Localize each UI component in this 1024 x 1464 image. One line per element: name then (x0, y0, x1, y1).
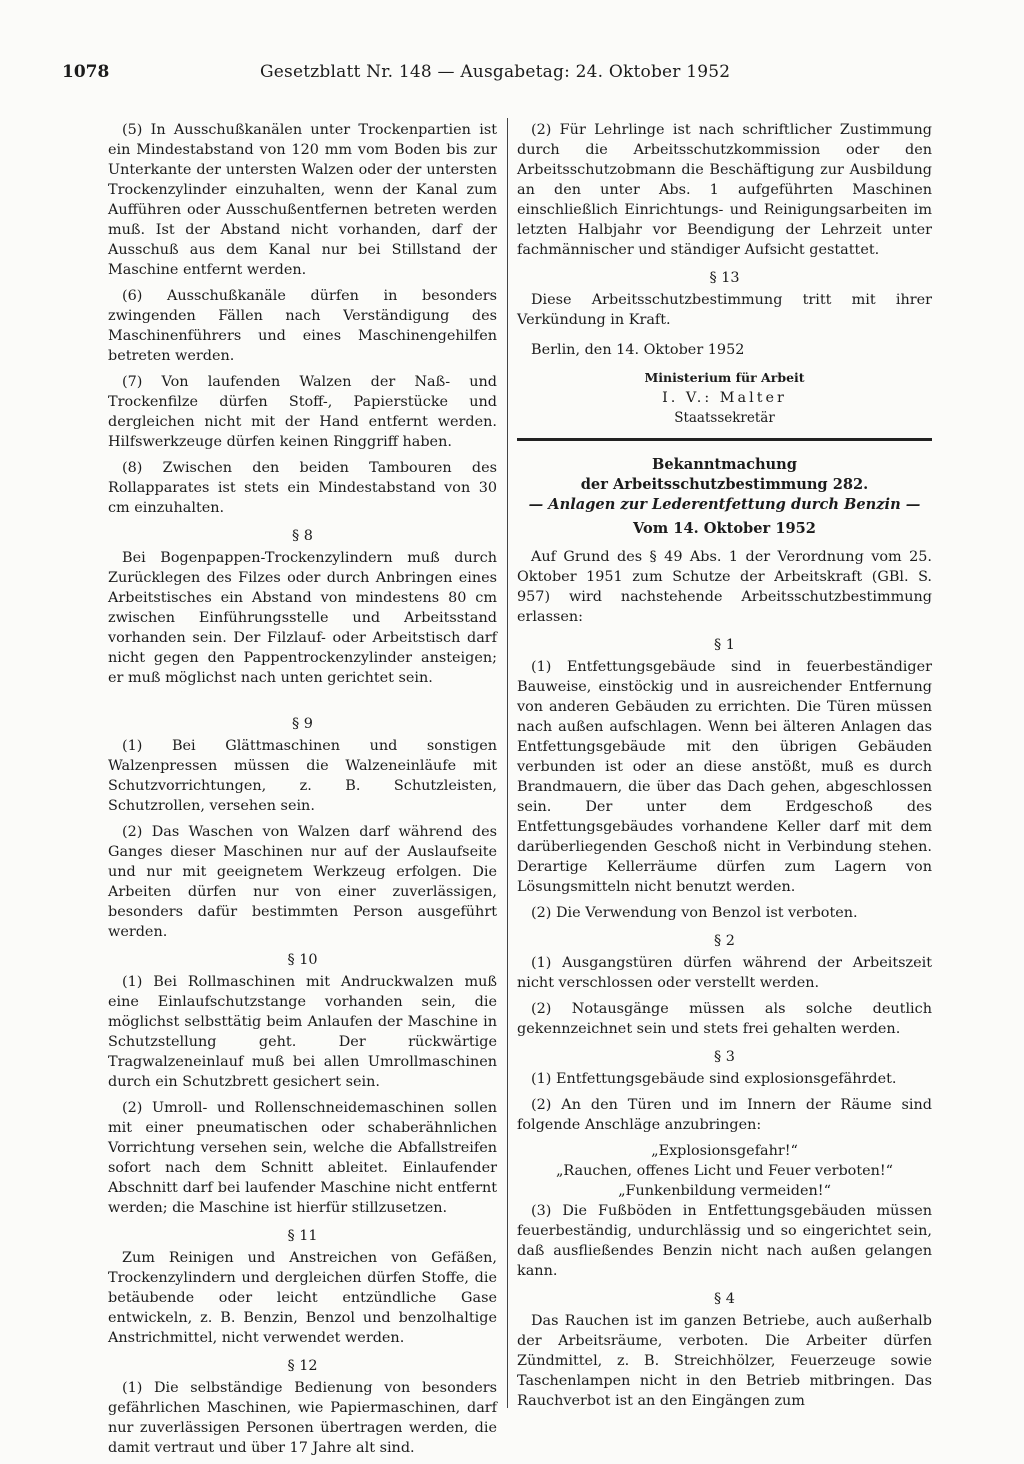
signer-name: I. V.: Malter (662, 390, 787, 406)
column-divider (507, 118, 508, 1408)
paragraph-8: (8) Zwischen den beiden Tambouren des Rollapparates ist stets ein Mindestabstand von 30 cm einzuhalten. (108, 460, 497, 516)
section-10-para-2: (2) Umroll- und Rollenschneidemaschinen sollen mit einer pneumatischen oder schaberähnlichen Vorrichtung versehen sein, welche die Abfallstreifen sofort nach dem Schnitt ableitet. Einlaufender Abschnitt darf bei laufender Maschine nicht entfernt werden; die Maschine ist hierfür stillzusetzen. (108, 1100, 497, 1216)
section-1-para-1: (1) Entfettungsgebäude sind in feuerbeständiger Bauweise, einstöckig und in ausreichender Entfernung von anderen Gebäuden zu errichten. Die Türen müssen nach außen aufschlagen. Wenn bei älteren Anlagen das Entfettungsgebäude mit den übrigen Gebäuden verbunden ist oder an diese anstößt, muß es durch Brandmauern, die über das Dach gehen, abgeschlossen sein. Der unter dem Erdgeschoß des Entfettungsgebäudes vorhandene Keller darf mit dem darüberliegenden Geschoß nicht in Verbindung stehen. Derartige Kellerräume dürfen zum Lagern von Lösungsmitteln nicht benutzt werden. (517, 659, 932, 895)
section-3-heading: § 3 (714, 1049, 735, 1065)
section-2-heading: § 2 (714, 933, 735, 949)
section-2-para-2: (2) Notausgänge müssen als solche deutlich gekennzeichnet sein und stets frei gehalten werden. (517, 1001, 932, 1037)
section-1-heading: § 1 (714, 637, 735, 653)
section-13-text: Diese Arbeitsschutzbestimmung tritt mit ihrer Verkündung in Kraft. (517, 292, 932, 328)
section-4-text: Das Rauchen ist im ganzen Betriebe, auch außerhalb der Arbeitsräume, verboten. Die Arbeiter dürfen Zündmittel, z. B. Streichhölzer, Feuerzeuge sowie Taschenlampen nicht in den Betrieb mitbringen. Das Rauchverbot ist an den Eingängen zum (517, 1313, 932, 1409)
place-and-date: Berlin, den 14. Oktober 1952 (531, 342, 745, 358)
section-8-text: Bei Bogenpappen-Trockenzylindern muß durch Zurücklegen des Filzes oder durch Anbringen eines Arbeitstisches ein Abstand von mindestens 80 cm zwischen Einführungsstelle und Arbeitsstand vorhanden sein. Der Filzlauf- oder Arbeitstisch darf nicht gegen den Pappentrockenzylinder ansteigen; er muß möglichst nach unten gerichtet sein. (108, 550, 497, 686)
section-1-para-2: (2) Die Verwendung von Benzol ist verboten. (531, 905, 858, 921)
section-3-para-3: (3) Die Fußböden in Entfettungsgebäuden müssen feuerbeständig, undurchlässig und so eingerichtet sein, daß ausfließendes Benzin nicht nach außen gelangen kann. (517, 1203, 932, 1279)
section-4-heading: § 4 (714, 1291, 735, 1307)
section-11-text: Zum Reinigen und Anstreichen von Gefäßen, Trockenzylindern und dergleichen dürfen Stoffe, die betäubende oder leicht entzündliche Gase entwickeln, z. B. Benzin, Benzol und benzolhaltige Anstrichmittel, nicht verwendet werden. (108, 1250, 497, 1346)
section-2-para-1: (1) Ausgangstüren dürfen während der Arbeitszeit nicht verschlossen oder verstellt werden. (517, 955, 932, 991)
warning-notice-smoking: „Rauchen, offenes Licht und Feuer verboten!“ (555, 1163, 894, 1179)
section-3-para-2: (2) An den Türen und im Innern der Räume sind folgende Anschläge anzubringen: (517, 1097, 932, 1133)
notice-title-line-1: Bekanntmachung (652, 456, 797, 473)
section-9-heading: § 9 (292, 716, 313, 732)
right-column (517, 120, 932, 1417)
warning-notice-sparks: „Funkenbildung vermeiden!“ (618, 1183, 831, 1199)
section-3-para-1: (1) Entfettungsgebäude sind explosionsgefährdet. (531, 1071, 897, 1087)
section-12-para-2: (2) Für Lehrlinge ist nach schriftlicher Zustimmung durch die Arbeitsschutzkommission oder den Arbeitsschutzobmann die Beschäftigung zur Ausbildung an den unter Abs. 1 aufgeführten Maschinen einschließlich Einrichtungs- und Reinigungsarbeiten im letzten Halbjahr vor Beendigung der Lehrzeit unter fachmännischer und ständiger Aufsicht gestattet. (517, 122, 932, 258)
paragraph-7: (7) Von laufenden Walzen der Naß- und Trockenfilze dürfen Stoff-, Papierstücke und dergleichen nicht mit der Hand entfernt werden. Hilfswerkzeuge dürfen keinen Ringgriff haben. (108, 374, 497, 450)
section-separator (517, 438, 932, 441)
section-13-heading: § 13 (709, 270, 740, 286)
section-11-heading: § 11 (287, 1228, 318, 1244)
section-10-para-1: (1) Bei Rollmaschinen mit Andruckwalzen muß eine Einlaufschutzstange vorhanden sein, die möglichst selbsttätig beim Anlaufen der Maschine in Schutzstellung geht. Der rückwärtige Tragwalzeneinlauf muß bei allen Umrollmaschinen durch ein Schutzbrett gesichert sein. (108, 974, 497, 1090)
preamble: Auf Grund des § 49 Abs. 1 der Verordnung vom 25. Oktober 1951 zum Schutze der Arbeitskraft (GBl. S. 957) wird nachstehende Arbeitsschutzbestimmung erlassen: (517, 549, 932, 625)
page-number: 1078 (62, 62, 110, 82)
section-8-heading: § 8 (292, 528, 313, 544)
left-column (108, 120, 497, 1464)
section-10-heading: § 10 (287, 952, 318, 968)
section-9-para-2: (2) Das Waschen von Walzen darf während des Ganges dieser Maschinen nur auf der Auslaufseite und nur mit geeignetem Werkzeug erfolgen. Die Arbeiten dürfen nur von einer zuverlässigen, besonders dafür bestimmten Person ausgeführt werden. (108, 824, 497, 940)
paragraph-6: (6) Ausschußkanäle dürfen in besonders zwingenden Fällen nach Verständigung des Maschinenführers und eines Maschinengehilfen betreten werden. (108, 288, 497, 364)
notice-subtitle: — Anlagen zur Lederentfettung durch Benzin — (528, 496, 921, 513)
page-header (62, 62, 942, 90)
notice-date: Vom 14. Oktober 1952 (633, 520, 816, 537)
section-12-para-1: (1) Die selbständige Bedienung von besonders gefährlichen Maschinen, wie Papiermaschinen, darf nur zuverlässigen Personen übertragen werden, die damit vertraut und über 17 Jahre alt sind. (108, 1380, 497, 1456)
ministry-name: Ministerium für Arbeit (644, 370, 805, 385)
warning-notice-explosion: „Explosionsgefahr!“ (651, 1143, 798, 1159)
paragraph-5: (5) In Ausschußkanälen unter Trockenpartien ist ein Mindestabstand von 120 mm vom Boden bis zur Unterkante der untersten Walzen oder der untersten Trockenzylinder einzuhalten, wenn der Kanal zum Aufführen oder Ausschußentfernen betreten werden muß. Ist der Abstand nicht vorhanden, darf der Ausschuß aus dem Kanal nur bei Stillstand der Maschine entfernt werden. (108, 122, 497, 278)
section-12-heading: § 12 (287, 1358, 318, 1374)
running-head: Gesetzblatt Nr. 148 — Ausgabetag: 24. Oktober 1952 (260, 62, 731, 82)
notice-title-line-2: der Arbeitsschutzbestimmung 282. (580, 476, 869, 493)
signer-rank: Staatssekretär (674, 410, 775, 426)
section-9-para-1: (1) Bei Glättmaschinen und sonstigen Walzenpressen müssen die Walzeneinläufe mit Schutzvorrichtungen, z. B. Schutzleisten, Schutzrollen, versehen sein. (108, 738, 497, 814)
